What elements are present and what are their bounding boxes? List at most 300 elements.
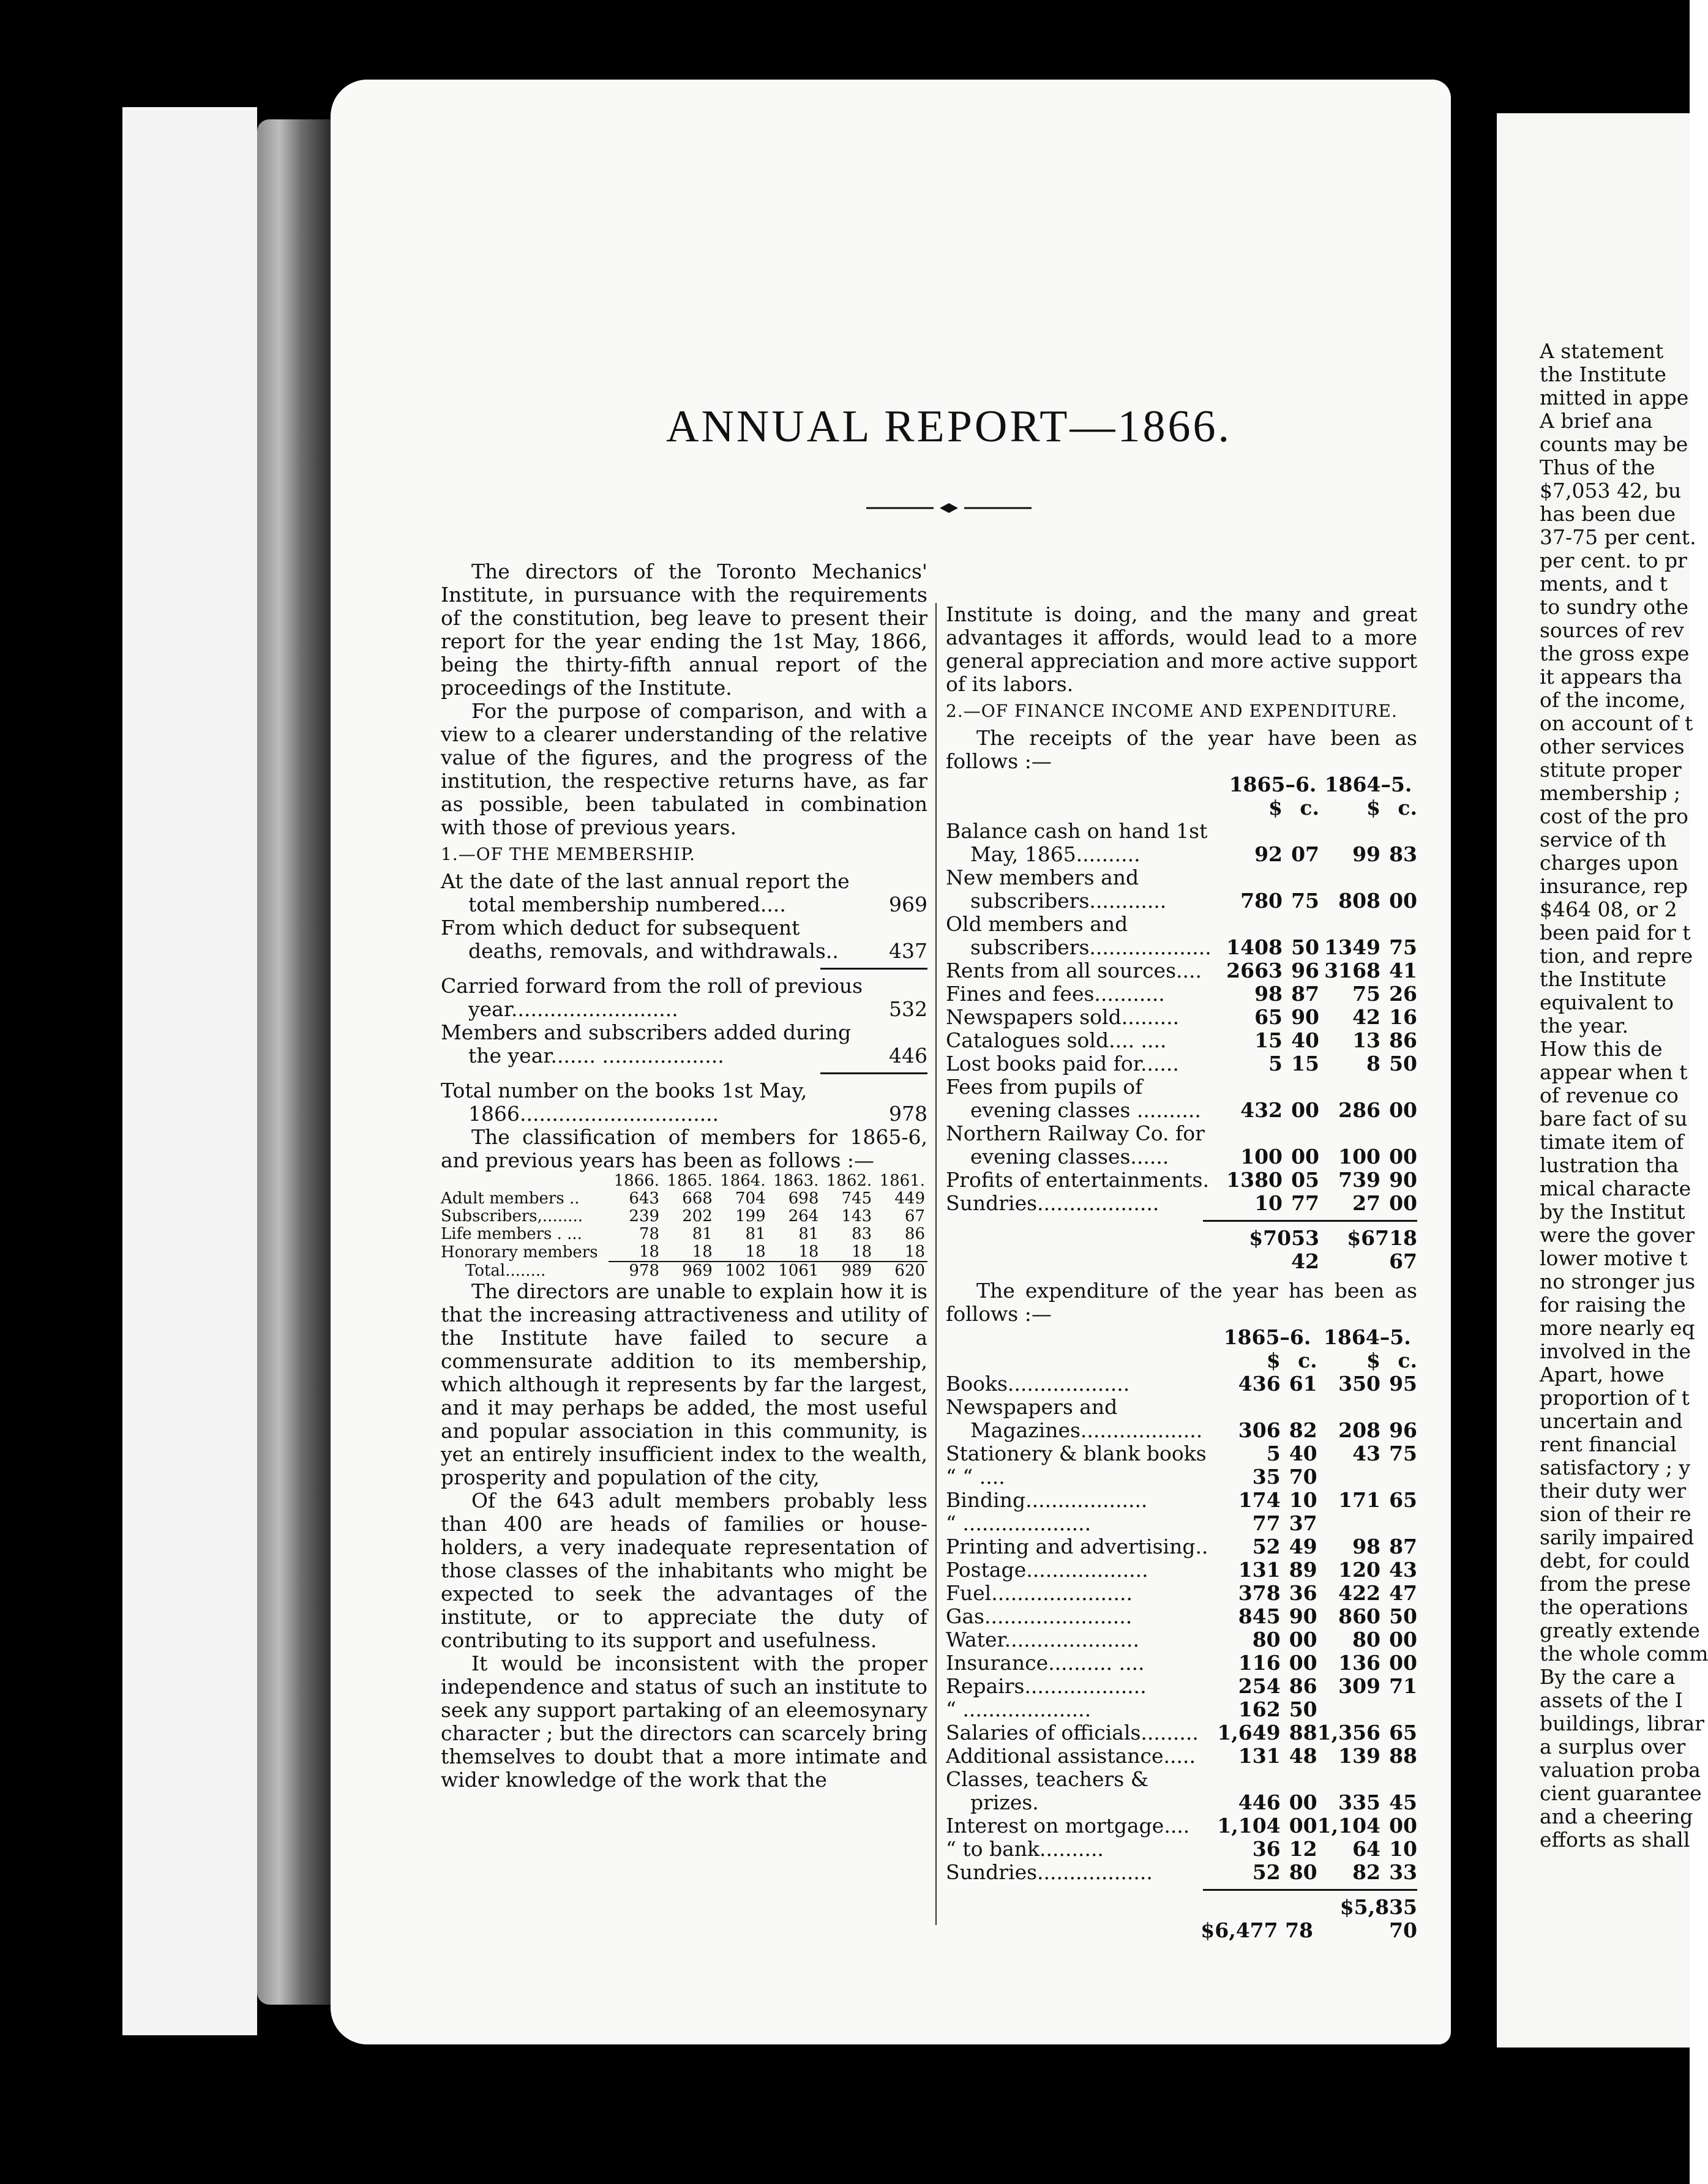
next-page-line: Thus of the [1540,455,1655,479]
expenditure-label: Interest on mortgage.... [946,1814,1190,1838]
receipt-value: 13 [1352,1028,1380,1052]
next-page-line: by the Institut [1540,1200,1685,1224]
next-page-line: their duty wer [1540,1479,1687,1503]
expenditure-value: 174 [1238,1488,1281,1512]
receipt-value: 15 [1291,1052,1319,1075]
expenditure-row [946,1512,1417,1535]
expenditure-row [946,1838,1417,1861]
expenditure-label: Repairs................... [946,1674,1147,1698]
receipt-row [946,1029,1417,1052]
row-label: Adult members .. [441,1189,580,1208]
table-cell: 18 [798,1243,819,1261]
next-page-line: the gross expe [1540,641,1690,665]
membership-table [441,1172,927,1280]
expenditure-value: 80 [1352,1628,1380,1651]
next-page-line: of revenue co [1540,1083,1679,1107]
expenditure-value: 35 [1252,1465,1281,1489]
left-margin-paper [122,107,257,2035]
table-cell: 18 [692,1243,713,1261]
receipt-value: 90 [1291,1005,1319,1029]
receipt-value: 10 [1254,1191,1283,1215]
receipt-value: 05 [1291,1168,1319,1192]
expenditure-row [946,1814,1417,1838]
receipt-value: 07 [1291,842,1319,866]
receipt-value: 86 [1389,1028,1417,1052]
next-page-line: appear when t [1540,1060,1688,1084]
expenditure-value: 52 [1252,1535,1281,1558]
expenditure-value: 80 [1252,1628,1281,1651]
expenditure-value [1317,1512,1380,1535]
table-cell: 745 [841,1189,872,1208]
expenditure-value: 90 [1289,1604,1317,1628]
next-page-line: charges upon [1540,851,1679,875]
intro-paragraph-2: For the purpose of comparison, and with a view to a clearer understanding of the relative value of the figures, and the progress of the institution, the respective returns have, as far as possible, been tabulated in combination with those of previous years. [441,699,927,839]
receipt-value: 100 [1240,1145,1283,1169]
classification-intro: The classification of members for 1865-6, and previous years has been as follows :— [441,1125,927,1172]
expenditure-value: 47 [1389,1581,1417,1605]
unit-cents: c. [1298,1348,1317,1372]
year-header: 1865. [667,1172,713,1190]
expenditure-value [1380,1512,1417,1535]
unit-dollar: $ [1268,796,1283,820]
expenditure-value: 50 [1389,1604,1417,1628]
year-header: 1863. [773,1172,819,1190]
receipt-row [946,1122,1417,1169]
next-page-line: $464 08, or 2 [1540,897,1677,921]
receipt-label: Balance cash on hand 1st May, 1865.......... [946,819,1208,866]
expenditure-value: 40 [1289,1442,1317,1465]
unit-cents: c. [1398,796,1417,820]
next-page-line: more nearly eq [1540,1316,1695,1340]
receipt-value: 90 [1389,1168,1417,1192]
receipts-total-row [946,1227,1417,1273]
next-page-line: were the gover [1540,1223,1695,1247]
paragraph-3: The directors are unable to explain how it is that the increasing attractiveness and utility of the Institute have failed to secure a commensurate addition to its membership, which although it represents by far the largest, and it may perhaps be added, the most useful and popular association in this community, is yet an entirely insufficient index to the wealth, prosperity and population of the city, [441,1279,927,1489]
expenditure-label: Water..................... [946,1628,1139,1651]
receipt-label: Newspapers sold......... [946,1005,1180,1029]
paragraph-5: It would be inconsistent with the proper independence and status of such an institute to seek any support partaking of an eleemosynary character ; but the directors can scarcely bring themselves to doubt that a more intimate and wider knowledge of the work that the [441,1651,928,1792]
expenditure-value: 65 [1389,1721,1417,1745]
receipt-value: 75 [1352,982,1380,1006]
receipt-value: 65 [1254,1005,1283,1029]
next-page-line: per cent. to pr [1540,548,1687,572]
next-page-line: 37-75 per cent. [1540,525,1696,549]
next-page-line: to sundry othe [1540,595,1689,619]
table-row [441,1243,927,1262]
receipt-value: 16 [1389,1005,1417,1029]
receipt-value: 75 [1291,889,1319,913]
table-row [441,1190,927,1208]
receipt-row [946,866,1417,913]
expenditure-value: 208 [1338,1418,1380,1442]
expenditure-value: 33 [1389,1860,1417,1884]
expenditure-row [946,1605,1417,1628]
table-cell: 143 [841,1207,872,1225]
table-cell: 643 [629,1189,660,1208]
next-page-line: other services [1540,735,1685,758]
membership-line-value: 437 [889,939,927,963]
next-page-line: of the income, [1540,688,1686,712]
expenditure-year-1: 1865–6. [1223,1325,1311,1349]
receipt-value: 1349 [1324,935,1380,959]
expenditure-value: 65 [1389,1488,1417,1512]
receipt-value: 75 [1389,935,1417,959]
next-page-line: equivalent to [1540,990,1674,1014]
table-cell: 449 [894,1189,925,1208]
expenditure-label: “ .................... [946,1511,1092,1535]
expenditure-label: Newspapers and Magazines................... [946,1395,1203,1442]
finance-continuation: Institute is doing, and the many and great advantages it affords, would lead to a more general appreciation and more active support of its labors. [946,602,1417,696]
membership-line [441,1079,927,1126]
next-page-line: satisfactory ; y [1540,1456,1691,1479]
expenditure-label: Stationery & blank books [946,1442,1207,1465]
expenditure-value: 64 [1352,1837,1380,1861]
next-page-line: and a cheering [1540,1804,1693,1828]
table-cell: 18 [639,1243,660,1261]
receipts-year-1: 1865–6. [1229,772,1317,796]
receipt-row [946,1052,1417,1075]
expenditure-value: 309 [1338,1674,1380,1698]
page-title: ANNUAL REPORT—1866. [666,402,1232,452]
expenditure-value: 36 [1289,1581,1317,1605]
expenditure-value: 446 [1238,1790,1281,1814]
receipt-value: 27 [1352,1191,1380,1215]
table-cell: 202 [682,1207,713,1225]
receipts-total-1864: $6718 67 [1347,1226,1417,1273]
next-page-text [1540,340,1708,1852]
expenditure-value: 350 [1338,1372,1380,1396]
expenditure-row [946,1721,1417,1745]
expenditure-value: 1,104 [1217,1814,1281,1838]
unit-cents: c. [1398,1348,1417,1372]
expenditure-total-1864: $5,835 70 [1339,1895,1417,1942]
next-page-line: tion, and repre [1540,944,1693,968]
expenditure-value: 254 [1238,1674,1281,1698]
next-page-line: rent financial [1540,1432,1677,1456]
expenditure-row [946,1489,1417,1512]
receipt-value: 26 [1389,982,1417,1006]
expenditure-value: 45 [1389,1790,1417,1814]
expenditure-row [946,1582,1417,1605]
next-page-line: proportion of t [1540,1386,1690,1410]
next-page-line: on account of t [1540,711,1693,735]
row-label: Life members . ... [441,1225,582,1243]
expenditure-value: 171 [1338,1488,1380,1512]
receipt-label: New members and subscribers............ [946,866,1167,913]
receipt-row [946,982,1417,1006]
receipt-value: 00 [1389,889,1417,913]
receipt-value: 87 [1291,982,1319,1006]
receipt-label: Catalogues sold.... .... [946,1028,1167,1052]
membership-line-label: From which deduct for subsequent deaths, removals, and withdrawals.. [441,916,839,963]
next-page-line: How this de [1540,1037,1663,1061]
receipt-row [946,1075,1417,1122]
expenditure-label: Additional assistance..... [946,1744,1196,1768]
next-page-line: bare fact of su [1540,1107,1688,1131]
receipt-value: 1380 [1226,1168,1283,1192]
expenditure-value: 98 [1352,1535,1380,1558]
expenditure-row [946,1628,1417,1651]
table-cell: 81 [692,1225,713,1243]
table-cell: 86 [904,1225,925,1243]
table-cell: 18 [852,1243,872,1261]
expenditure-value: 36 [1252,1837,1281,1861]
receipt-value: 8 [1366,1052,1380,1075]
expenditure-value: 50 [1289,1697,1317,1721]
receipt-value: 00 [1291,1145,1319,1169]
expenditure-value [1380,1698,1417,1721]
next-page-fragment [1497,113,1708,2048]
book-spine [257,119,331,2005]
separator-rule [820,968,927,970]
membership-heading: 1.—OF THE MEMBERSHIP. [441,844,696,864]
next-page-line: it appears tha [1540,665,1682,689]
expenditure-total-1865: $6,477 78 [1200,1918,1313,1942]
expenditure-value: 82 [1352,1860,1380,1884]
expenditure-value: 71 [1389,1674,1417,1698]
expenditure-value: 52 [1252,1860,1281,1884]
next-page-line: assets of the I [1540,1688,1683,1712]
receipt-value: 5 [1268,1052,1283,1075]
unit-dollar: $ [1366,796,1380,820]
column-divider [935,603,937,1925]
next-page-line: has been due [1540,502,1676,526]
receipt-value: 2663 [1226,959,1283,982]
expenditure-value: 87 [1389,1535,1417,1558]
expenditure-label: Printing and advertising.. [946,1535,1208,1558]
next-page-line: the year. [1540,1014,1629,1038]
expenditure-value: 00 [1289,1814,1317,1838]
unit-dollar: $ [1366,1348,1380,1372]
total-cell: 1061 [768,1262,822,1280]
receipt-value: 808 [1338,889,1380,913]
expenditure-value: 00 [1389,1651,1417,1675]
expenditure-row [946,1535,1417,1558]
next-page-line: Apart, howe [1540,1363,1665,1386]
receipt-value: 00 [1389,1145,1417,1169]
expenditure-value [1380,1465,1417,1489]
receipt-value: 15 [1254,1028,1283,1052]
expenditure-label: Gas....................... [946,1604,1133,1628]
expenditure-intro: The expenditure of the year has been as follows :— [946,1279,1417,1326]
next-page-line: been paid for t [1540,921,1691,944]
expenditure-row [946,1651,1417,1675]
next-page-line: greatly extende [1540,1618,1700,1642]
expenditure-total-row [946,1896,1417,1942]
receipts-intro: The receipts of the year have been as follows :— [946,726,1417,773]
expenditure-value: 136 [1338,1651,1380,1675]
expenditure-value: 422 [1338,1581,1380,1605]
total-cell: 969 [662,1262,715,1280]
membership-line-label: Carried forward from the roll of previous year.......................... [441,974,863,1021]
expenditure-row [946,1745,1417,1768]
expenditure-value: 5 [1266,1442,1281,1465]
expenditure-value: 89 [1289,1558,1317,1582]
receipt-value: 83 [1389,842,1417,866]
next-page-line: no stronger jus [1540,1270,1696,1293]
next-page-line: sarily impaired [1540,1525,1695,1549]
receipt-value: 42 [1352,1005,1380,1029]
next-page-line: $7,053 42, bu [1540,479,1682,503]
expenditure-value: 80 [1289,1860,1317,1884]
next-page-line: mitted in appe [1540,386,1689,410]
total-label: Total........ [465,1261,546,1280]
expenditure-label: “ “ .... [946,1465,1005,1489]
year-header: 1862. [826,1172,872,1190]
next-page-line: debt, for could [1540,1549,1690,1573]
expenditure-value: 00 [1389,1814,1417,1838]
receipt-row [946,959,1417,982]
receipt-value: 50 [1291,935,1319,959]
year-header: 1864. [720,1172,766,1190]
receipt-row [946,1169,1417,1192]
next-page-line: cost of the pro [1540,804,1688,828]
receipt-value: 1408 [1226,935,1283,959]
receipt-value: 99 [1352,842,1380,866]
expenditure-value: 1,649 [1217,1721,1281,1745]
next-page-line: sion of their re [1540,1502,1691,1526]
expenditure-value: 10 [1289,1488,1317,1512]
membership-line-label: Total number on the books 1st May, 1866............................... [441,1079,807,1126]
total-cell: 989 [821,1262,874,1280]
next-page-line: a surplus over [1540,1735,1686,1759]
table-row [441,1225,927,1243]
expenditure-row [946,1396,1417,1442]
next-page-line: from the prese [1540,1572,1691,1596]
receipt-value: 96 [1291,959,1319,982]
expenditure-value: 75 [1389,1442,1417,1465]
membership-line [441,974,927,1021]
receipt-value: 40 [1291,1028,1319,1052]
table-cell: 83 [852,1225,872,1243]
table-cell: 78 [639,1225,660,1243]
membership-line-label: At the date of the last annual report the total membership numbered.... [441,869,850,916]
table-cell: 704 [735,1189,766,1208]
membership-lines [441,870,927,1126]
next-page-line: A statement [1540,339,1664,363]
expenditure-label: Salaries of officials......... [946,1721,1199,1745]
receipt-label: Old members and subscribers................... [946,912,1212,959]
receipt-row [946,820,1417,866]
next-page-line: A brief ana [1540,409,1653,433]
expenditure-value: 49 [1289,1535,1317,1558]
total-cell: 978 [609,1262,662,1280]
receipt-row [946,913,1417,959]
expenditure-label: Sundries.................. [946,1860,1153,1884]
expenditure-value: 70 [1289,1465,1317,1489]
receipt-value: 92 [1254,842,1283,866]
expenditure-value: 860 [1338,1604,1380,1628]
membership-line-value: 969 [889,892,927,916]
expenditure-label: Classes, teachers & prizes. [946,1767,1149,1814]
receipt-label: Fines and fees........... [946,982,1165,1006]
expenditure-row [946,1768,1417,1814]
receipt-value: 00 [1389,1191,1417,1215]
next-page-line: uncertain and [1540,1409,1683,1433]
expenditure-value [1317,1465,1380,1489]
next-page-line: valuation proba [1540,1758,1701,1782]
expenditure-row [946,1372,1417,1396]
expenditure-value: 00 [1289,1790,1317,1814]
expenditure-value: 335 [1338,1790,1380,1814]
finance-heading: 2.—OF FINANCE INCOME AND EXPENDITURE. [946,701,1398,721]
expenditure-row [946,1558,1417,1582]
receipt-value: 00 [1389,1098,1417,1122]
receipt-value: 41 [1389,959,1417,982]
next-page-line: insurance, rep [1540,874,1688,898]
receipt-value: 77 [1291,1191,1319,1215]
expenditure-value: 96 [1389,1418,1417,1442]
next-page-line: timate item of [1540,1130,1684,1154]
ornament-divider [866,502,1032,514]
expenditure-value: 120 [1338,1558,1380,1582]
expenditure-label: “ to bank.......... [946,1837,1104,1861]
receipts-total-1865: $7053 42 [1249,1226,1319,1273]
expenditure-value: 12 [1289,1837,1317,1861]
receipt-row [946,1006,1417,1029]
next-page-line: sources of rev [1540,618,1684,642]
expenditure-value: 48 [1289,1744,1317,1768]
next-page-line: service of th [1540,828,1667,851]
next-page-line: lustration tha [1540,1153,1679,1177]
next-page-line: counts may be [1540,432,1688,456]
next-page-line: By the care a [1540,1665,1676,1689]
table-cell: 239 [629,1207,660,1225]
expenditure-value: 86 [1289,1674,1317,1698]
paragraph-4: Of the 643 adult members probably less than 400 are heads of families or house-holders, a very inadequate representation of those classes of the inhabitants who might be expected to seek the advantages of the institute, or to appreciate the duty of contributing to its support and usefulness. [441,1489,927,1652]
expenditure-value [1317,1698,1380,1721]
expenditure-value: 00 [1389,1628,1417,1651]
table-cell: 67 [904,1207,925,1225]
expenditure-label: Binding................... [946,1488,1148,1512]
expenditure-value: 436 [1238,1372,1281,1396]
next-page-line: cient guarantee [1540,1781,1702,1805]
receipt-label: Lost books paid for...... [946,1052,1179,1075]
receipt-value: 00 [1291,1098,1319,1122]
receipt-label: Rents from all sources.... [946,959,1202,982]
next-page-line: lower motive t [1540,1246,1688,1270]
table-cell: 18 [745,1243,766,1261]
expenditure-value: 77 [1252,1511,1281,1535]
receipt-value: 3168 [1324,959,1380,982]
next-page-line: ments, and t [1540,572,1668,596]
receipt-value: 739 [1338,1168,1380,1192]
receipt-value: 780 [1240,889,1283,913]
expenditure-value: 1,104 [1317,1814,1380,1838]
expenditure-value: 162 [1238,1697,1281,1721]
expenditure-table [946,1326,1417,1884]
receipts-table [946,773,1417,1215]
expenditure-value: 10 [1389,1837,1417,1861]
receipt-value: 432 [1240,1098,1283,1122]
receipt-label: Fees from pupils of evening classes .......... [946,1075,1201,1122]
table-cell: 199 [735,1207,766,1225]
table-cell: 18 [904,1243,925,1261]
expenditure-row [946,1698,1417,1721]
expenditure-value: 95 [1389,1372,1417,1396]
next-page-line: stitute proper [1540,758,1682,782]
next-page-line: the operations [1540,1595,1688,1619]
membership-line [441,1021,927,1068]
right-column [946,603,1417,1942]
expenditure-value: 00 [1289,1651,1317,1675]
expenditure-year-2: 1864–5. [1323,1325,1411,1349]
expenditure-value: 43 [1389,1558,1417,1582]
total-cell: 1002 [715,1262,768,1280]
membership-line-value: 978 [889,1102,927,1126]
next-page-line: involved in the [1540,1339,1691,1363]
receipt-value: 286 [1338,1098,1380,1122]
